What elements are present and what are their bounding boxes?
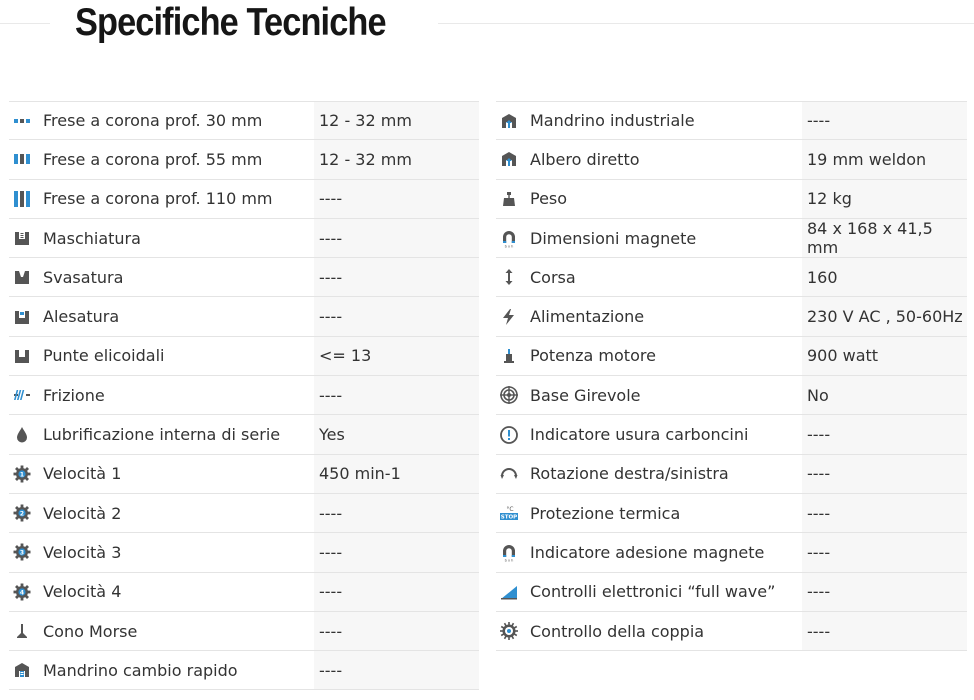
spec-label-cell: [496, 337, 802, 375]
spec-row-alimentazione: [496, 297, 967, 336]
speed-1-gear-icon: [12, 464, 32, 484]
spec-label: Potenza motore: [530, 346, 656, 366]
spec-value: 12 - 32 mm: [314, 140, 479, 178]
spec-label-cell: [9, 180, 314, 218]
spec-label: Alesatura: [43, 307, 120, 327]
svg-text:1: 1: [19, 471, 25, 479]
core-drill-55-icon: [12, 149, 32, 169]
speed-3-gear-icon: [12, 542, 32, 562]
spec-value: ----: [314, 612, 479, 650]
spec-value: No: [802, 376, 967, 414]
spec-label-cell: [496, 258, 802, 296]
spec-value: 12 - 32 mm: [314, 102, 479, 139]
spec-value: ----: [802, 612, 967, 650]
spec-value: ----: [314, 297, 479, 335]
rotation-icon: [499, 464, 519, 484]
spec-row-controlli-elettronici-full-wave: [496, 573, 967, 612]
spec-value: ----: [802, 415, 967, 453]
spec-value: ----: [314, 651, 479, 689]
spec-label-cell: [496, 494, 802, 532]
spec-label-cell: [9, 455, 314, 493]
magnet-adhesion-icon: [499, 542, 519, 562]
title-divider-left: [0, 23, 50, 24]
motor-power-icon: [499, 346, 519, 366]
svg-text:b x h: b x h: [504, 558, 514, 563]
core-drill-110-icon: [12, 189, 32, 209]
spec-value: ----: [314, 494, 479, 532]
spec-label-cell: [9, 258, 314, 296]
oil-drop-icon: [12, 425, 32, 445]
spec-label: Velocità 1: [43, 464, 122, 484]
svg-text:4: 4: [19, 589, 25, 597]
spec-label-cell: [496, 533, 802, 571]
spec-row-velocita-1: [9, 455, 479, 494]
spec-label-cell: [9, 651, 314, 689]
spec-value: <= 13: [314, 337, 479, 375]
spec-value: Yes: [314, 415, 479, 453]
spec-row-frizione: [9, 376, 479, 415]
spec-label: Velocità 4: [43, 582, 122, 602]
spec-row-peso: [496, 180, 967, 219]
spec-label-cell: [9, 102, 314, 139]
spec-label-cell: [9, 612, 314, 650]
spec-label: Mandrino cambio rapido: [43, 660, 238, 680]
spec-label: Frizione: [43, 385, 105, 405]
spec-label: Controlli elettronici “full wave”: [530, 582, 776, 602]
spec-value: 12 kg: [802, 180, 967, 218]
spec-label: Mandrino industriale: [530, 111, 695, 131]
spec-value: ----: [314, 573, 479, 611]
spec-label: Svasatura: [43, 267, 124, 287]
spec-label: Frese a corona prof. 30 mm: [43, 111, 263, 131]
spec-row-dimensioni-magnete: [496, 219, 967, 258]
spec-row-potenza-motore: [496, 337, 967, 376]
spec-label-cell: [496, 219, 802, 257]
spec-row-cono-morse: [9, 612, 479, 651]
spec-label: Indicatore adesione magnete: [530, 542, 765, 562]
spec-value: ----: [314, 533, 479, 571]
spec-row-frese-a-corona-prof-55-mm: [9, 140, 479, 179]
spec-value: 900 watt: [802, 337, 967, 375]
spec-label-cell: [496, 140, 802, 178]
spec-label: Punte elicoidali: [43, 346, 165, 366]
quick-change-chuck-icon: [12, 660, 32, 680]
spec-label: Velocità 2: [43, 503, 122, 523]
industrial-chuck-icon: [499, 111, 519, 131]
spec-row-base-girevole: [496, 376, 967, 415]
magnet-dimensions-icon: [499, 228, 519, 248]
spec-label-cell: [9, 573, 314, 611]
spec-label: Peso: [530, 189, 568, 209]
spec-label-cell: [9, 415, 314, 453]
spec-label: Indicatore usura carboncini: [530, 425, 749, 445]
spec-label-cell: [496, 102, 802, 139]
svg-text:2: 2: [19, 510, 25, 518]
spec-label: Base Girevole: [530, 385, 641, 405]
spec-row-velocita-2: [9, 494, 479, 533]
spec-value: 84 x 168 x 41,5 mm: [802, 219, 967, 257]
spec-value: ----: [802, 455, 967, 493]
spec-label: Maschiatura: [43, 228, 141, 248]
spec-row-indicatore-adesione-magnete: [496, 533, 967, 572]
spec-label: Cono Morse: [43, 621, 138, 641]
spec-row-controllo-della-coppia: [496, 612, 967, 651]
spec-value: ----: [314, 258, 479, 296]
svg-text:STOP: STOP: [500, 514, 518, 521]
spec-row-alesatura: [9, 297, 479, 336]
carbon-brush-warning-icon: [499, 425, 519, 445]
spec-row-frese-a-corona-prof-30-mm: [9, 101, 479, 140]
morse-taper-icon: [12, 621, 32, 641]
weight-icon: [499, 189, 519, 209]
spec-row-frese-a-corona-prof-110-mm: [9, 180, 479, 219]
speed-4-gear-icon: [12, 582, 32, 602]
spec-label-cell: [9, 337, 314, 375]
spec-label-cell: [9, 494, 314, 532]
spec-label-cell: [9, 376, 314, 414]
spec-row-mandrino-industriale: [496, 101, 967, 140]
spec-row-protezione-termica: [496, 494, 967, 533]
spec-row-rotazione-destra-sinistra: [496, 455, 967, 494]
spec-row-svasatura: [9, 258, 479, 297]
spec-table-left: [9, 101, 479, 690]
spec-label: Rotazione destra/sinistra: [530, 464, 729, 484]
core-drill-30-icon: [12, 111, 32, 131]
spec-value: ----: [314, 376, 479, 414]
svg-text:°C: °C: [506, 506, 514, 514]
spec-value: 160: [802, 258, 967, 296]
stroke-arrow-icon: [499, 267, 519, 287]
spec-row-albero-diretto: [496, 140, 967, 179]
spec-row-punte-elicoidali: [9, 337, 479, 376]
spec-table-right: [496, 101, 967, 651]
spec-label: Controllo della coppia: [530, 621, 705, 641]
direct-shaft-icon: [499, 149, 519, 169]
spec-label-cell: [496, 180, 802, 218]
spec-label-cell: [496, 612, 802, 650]
spec-row-indicatore-usura-carboncini: [496, 415, 967, 454]
spec-value: ----: [802, 533, 967, 571]
spec-row-corsa: [496, 258, 967, 297]
spec-label-cell: [9, 219, 314, 257]
svg-text:b x h: b x h: [504, 244, 514, 249]
twist-drill-icon: [12, 346, 32, 366]
spec-label-cell: [9, 533, 314, 571]
spec-row-maschiatura: [9, 219, 479, 258]
spec-label-cell: [496, 376, 802, 414]
spec-label: Albero diretto: [530, 149, 640, 169]
spec-row-velocita-3: [9, 533, 479, 572]
full-wave-icon: [499, 582, 519, 602]
spec-row-lubrificazione-interna-di-serie: [9, 415, 479, 454]
spec-value: ----: [802, 573, 967, 611]
tapping-icon: [12, 228, 32, 248]
speed-2-gear-icon: [12, 503, 32, 523]
reaming-icon: [12, 307, 32, 327]
spec-value: 19 mm weldon: [802, 140, 967, 178]
spec-label: Protezione termica: [530, 503, 681, 523]
thermal-protection-icon: [499, 503, 519, 523]
spec-value: ----: [802, 102, 967, 139]
title-divider-right: [438, 23, 974, 24]
page-title: Specifiche Tecniche: [75, 1, 386, 44]
torque-control-icon: [499, 621, 519, 641]
spec-value: ----: [802, 494, 967, 532]
spec-row-velocita-4: [9, 573, 479, 612]
spec-label: Frese a corona prof. 55 mm: [43, 149, 263, 169]
clutch-icon: [12, 385, 32, 405]
spec-label-cell: [496, 573, 802, 611]
spec-label: Dimensioni magnete: [530, 228, 697, 248]
spec-label: Lubrificazione interna di serie: [43, 425, 281, 445]
lightning-icon: [499, 307, 519, 327]
spec-label-cell: [9, 140, 314, 178]
spec-label-cell: [9, 297, 314, 335]
spec-label-cell: [496, 455, 802, 493]
spec-value: 450 min-1: [314, 455, 479, 493]
spec-label-cell: [496, 415, 802, 453]
countersinking-icon: [12, 267, 32, 287]
spec-label: Alimentazione: [530, 307, 645, 327]
swivel-base-icon: [499, 385, 519, 405]
spec-value: 230 V AC , 50-60Hz: [802, 297, 967, 335]
svg-text:3: 3: [19, 549, 25, 557]
spec-label-cell: [496, 297, 802, 335]
spec-label: Corsa: [530, 267, 576, 287]
spec-label: Frese a corona prof. 110 mm: [43, 189, 273, 209]
spec-row-mandrino-cambio-rapido: [9, 651, 479, 690]
spec-value: ----: [314, 180, 479, 218]
spec-label: Velocità 3: [43, 542, 122, 562]
spec-value: ----: [314, 219, 479, 257]
